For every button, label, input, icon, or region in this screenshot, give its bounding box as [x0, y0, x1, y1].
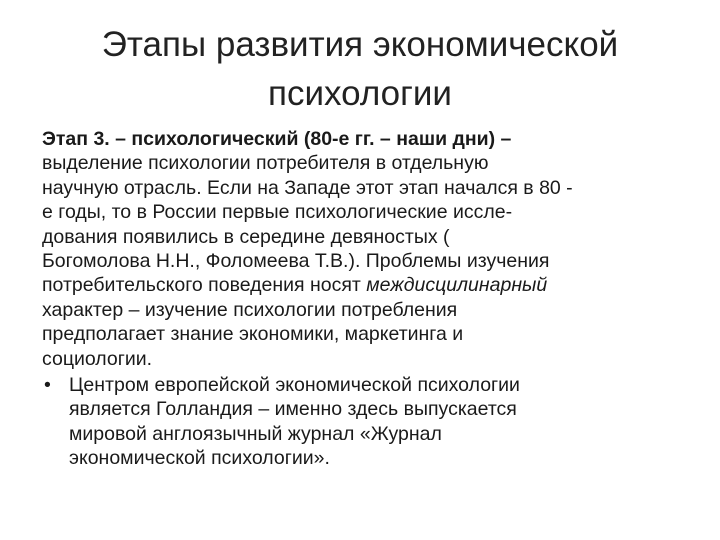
stage-line-8: предполагает знание экономики, маркетинга и — [42, 323, 464, 346]
stage-line-7: характер – изучение психологии потребления — [42, 298, 458, 321]
slide-content — [42, 127, 682, 471]
bullet-line-1: Центром европейской экономической психологии — [69, 374, 520, 397]
stage-line-4: дования появились в середине девяностых ( — [42, 225, 450, 248]
stage-line-3: е годы, то в России первые психологические иссле- — [42, 201, 513, 224]
stage-paragraph — [42, 127, 682, 371]
bullet-line-3: мировой англоязычный журнал «Журнал — [69, 422, 442, 445]
stage-italic-word: междисцилинарный — [366, 274, 548, 297]
title-line-1: Этапы развития экономической — [101, 25, 619, 64]
stage-line-2: научную отрасль. Если на Западе этот этап начался в 80 - — [42, 176, 573, 199]
stage-line-5: Богомолова Н.Н., Фоломеева Т.В.). Проблемы изучения — [42, 250, 550, 273]
stage-line-1: выделение психологии потребителя в отдельную — [42, 152, 489, 175]
stage-line-6-text: потребительского поведения носят — [42, 274, 367, 297]
stage-line-6 — [42, 273, 682, 297]
bullet-item — [42, 373, 682, 471]
bullet-line-4: экономической психологии». — [69, 447, 330, 470]
bullet-icon: • — [44, 374, 51, 397]
title-line-2: психологии — [268, 74, 452, 113]
stage-heading: Этап 3. – психологический (80-е гг. – наши дни) – — [42, 128, 512, 150]
stage-line-9: социологии. — [42, 347, 153, 370]
bullet-line-2: является Голландия – именно здесь выпускается — [69, 398, 517, 421]
slide-title — [36, 20, 684, 118]
